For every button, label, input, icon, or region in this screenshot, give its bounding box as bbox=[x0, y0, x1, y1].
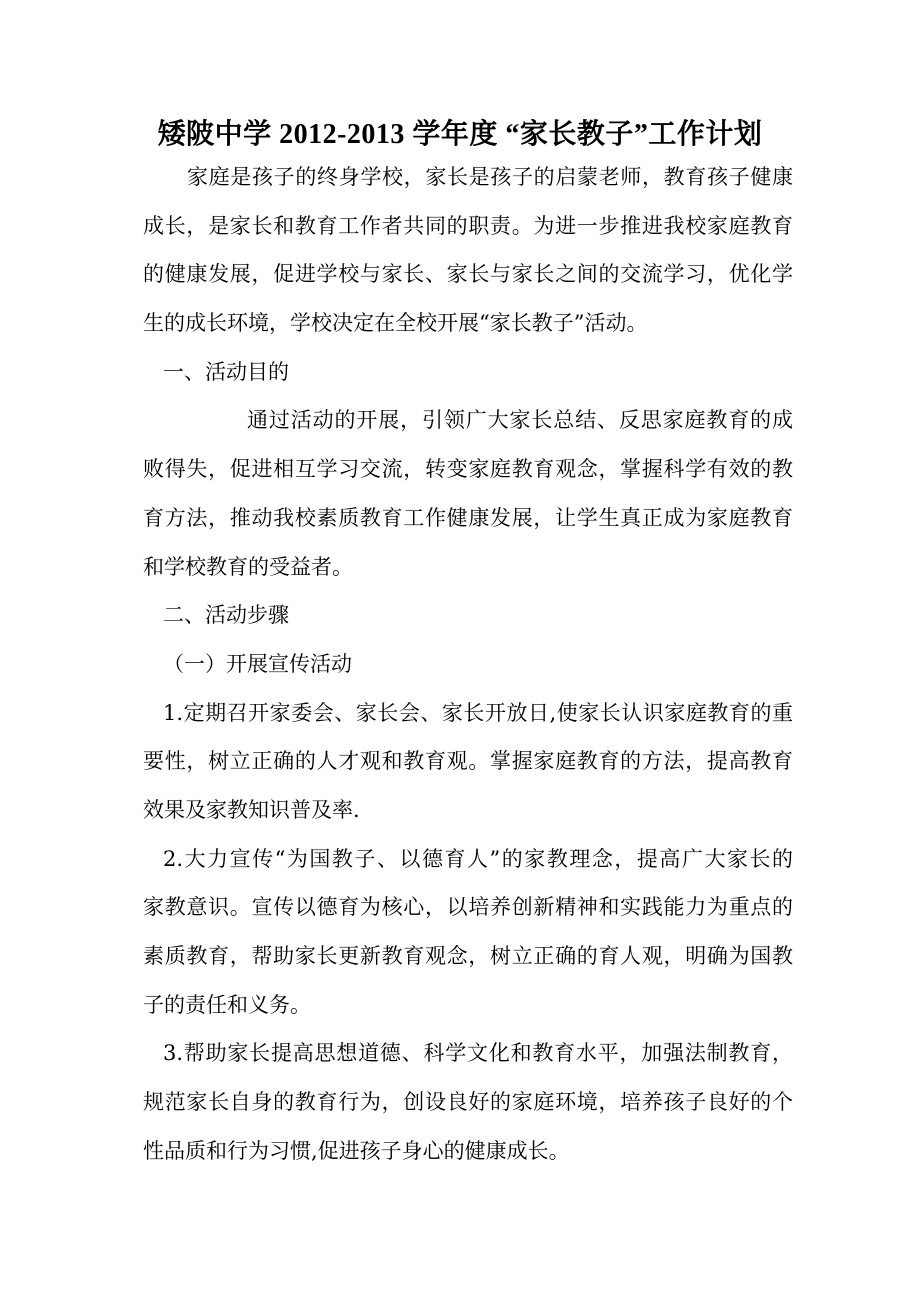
list-item-line: 效果及家教知识普及率. bbox=[143, 797, 360, 822]
paragraph-line: 和学校教育的受益者。 bbox=[143, 554, 353, 579]
paragraph-line: 生的成长环境，学校决定在全校开展“家长教子”活动。 bbox=[143, 311, 648, 336]
section-heading: 二、活动步骤 bbox=[163, 603, 289, 628]
paragraph-line: 败得失，促进相互学习交流，转变家庭教育观念，掌握科学有效的教 bbox=[143, 457, 793, 482]
document-title: 矮陂中学 2012-2013 学年度 “家长教子”工作计划 bbox=[157, 119, 763, 150]
paragraph-line: 通过活动的开展，引领广大家长总结、反思家庭教育的成 bbox=[247, 408, 793, 433]
list-item-line: 1.定期召开家委会、家长会、家长开放日,使家长认识家庭教育的重 bbox=[163, 700, 793, 725]
subsection-heading: （一）开展宣传活动 bbox=[163, 651, 352, 676]
list-item-line: 性品质和行为习惯,促进孩子身心的健康成长。 bbox=[143, 1138, 570, 1163]
paragraph-line: 育方法，推动我校素质教育工作健康发展，让学生真正成为家庭教育 bbox=[143, 505, 793, 530]
paragraph-line: 成长，是家长和教育工作者共同的职责。为进一步推进我校家庭教育 bbox=[143, 213, 793, 238]
list-item-line: 素质教育，帮助家长更新教育观念，树立正确的育人观，明确为国教 bbox=[143, 944, 793, 968]
document-body bbox=[143, 153, 793, 1175]
list-item-line: 3.帮助家长提高思想道德、科学文化和教育水平，加强法制教育， bbox=[163, 1041, 793, 1066]
list-item-line: 2.大力宣传“为国教子、以德育人”的家教理念，提高广大家长的 bbox=[163, 846, 793, 871]
list-item-line: 子的责任和义务。 bbox=[143, 992, 311, 1017]
paragraph-line: 的健康发展，促进学校与家长、家长与家长之间的交流学习，优化学 bbox=[143, 262, 793, 287]
list-item-line: 家教意识。宣传以德育为核心，以培养创新精神和实践能力为重点的 bbox=[143, 895, 793, 920]
paragraph-line: 家庭是孩子的终身学校，家长是孩子的启蒙老师，教育孩子健康 bbox=[187, 165, 793, 189]
list-item-line: 规范家长自身的教育行为，创设良好的家庭环境，培养孩子良好的个 bbox=[143, 1090, 793, 1115]
list-item-line: 要性，树立正确的人才观和教育观。掌握家庭教育的方法，提高教育 bbox=[143, 749, 793, 774]
section-heading: 一、活动目的 bbox=[163, 359, 289, 384]
